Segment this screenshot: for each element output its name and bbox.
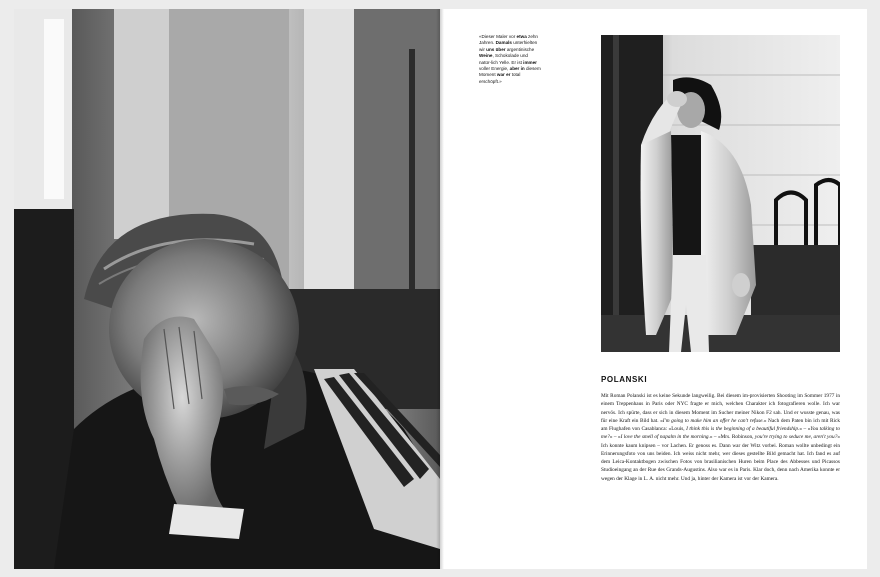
portrait-photo-left [14,9,440,569]
pull-quote-text: , Schokolade und natür-lich Yelle. Er ist [479,53,528,65]
pull-quote-emphasis: immer [523,59,537,65]
pull-quote-emphasis: aber in [509,66,525,72]
pull-quote-emphasis: Damals [495,40,512,46]
pull-quote-emphasis: Weine [479,53,493,59]
article-quote: I love the smell of napalm in the morning. [620,434,710,441]
right-page [440,9,867,569]
article-title: POLANSKI [601,375,648,384]
portrait-photo-right [601,35,840,352]
pull-quote-text: argentinische [505,46,535,52]
pull-quote-text: total erschöpft.» [479,72,521,84]
article-quote: I'm going to make him an offer he can't refuse. [662,417,764,424]
portrait-photo-icon [601,35,840,352]
article-quote: You talking to me? [601,426,840,441]
portrait-photo-icon [14,9,440,569]
left-page [14,9,440,569]
article-quote: you're trying to seduce me, aren't you? [754,434,838,441]
article-text: » – « [609,434,621,441]
article-body [601,392,840,483]
pull-quote-text: diesem Moment [479,66,541,78]
pull-quote-text: «Dieser Maler vor [479,34,517,39]
article-text: Mit Roman Polanski ist es keine Sekunde langweilig. Bei diesem im-provisierten Shooting im Sommer 1977 in einem Treppenhaus in Paris oder NYC fragte er mich, welchen Charakter ich fotografieren wolle. Ich war nervös. Ich spürte, dass er sich in diesem Moment im Sucher meiner Nikon F2 sah. Und er wusste genau, was für eine Kraft ein Bild hat. « [601,393,840,424]
pull-quote-text: zehn Jahren. [479,34,538,46]
article-text: » – «Mrs. Robinson, [709,434,755,441]
article-text: » Nach dem Paten bin ich mit Rick am Flughafen von Casablanca: «Louis, [601,417,840,432]
article-text: » Ich konnte kaum knipsen – vor Lachen. Er genoss es. Dann war der Witz vorbei. Roman wollte unbedingt ein Erinnerungsfoto von uns beiden. Ich weiss nicht mehr, wer dieses gestellte Bild gemacht hat. Ich fand es auf dem Leica-Kontaktbogen zwischen Fotos von brasilianischen Huren beim Place des Abbesses und Picassos Studioeingang an der Rue des Grands-Augustins. Also war es in Paris. Klar doch, denn nach Amerika konnte er wegen der Klage in L. A. nicht mehr. Und ja, hinter der Kamera ist vor der Kamera. [601,434,841,482]
pull-quote [479,34,541,85]
pull-quote-emphasis: war er [496,72,511,78]
article-text: » – « [799,426,811,432]
pull-quote-text: voller Energie, [479,66,510,72]
pull-quote-emphasis: uns über [486,46,506,52]
pull-quote-emphasis: etwa [516,34,527,39]
article-quote: I think this is the beginning of a beautiful friendship. [686,426,800,432]
pull-quote-text: unterhielten wir [479,40,538,52]
